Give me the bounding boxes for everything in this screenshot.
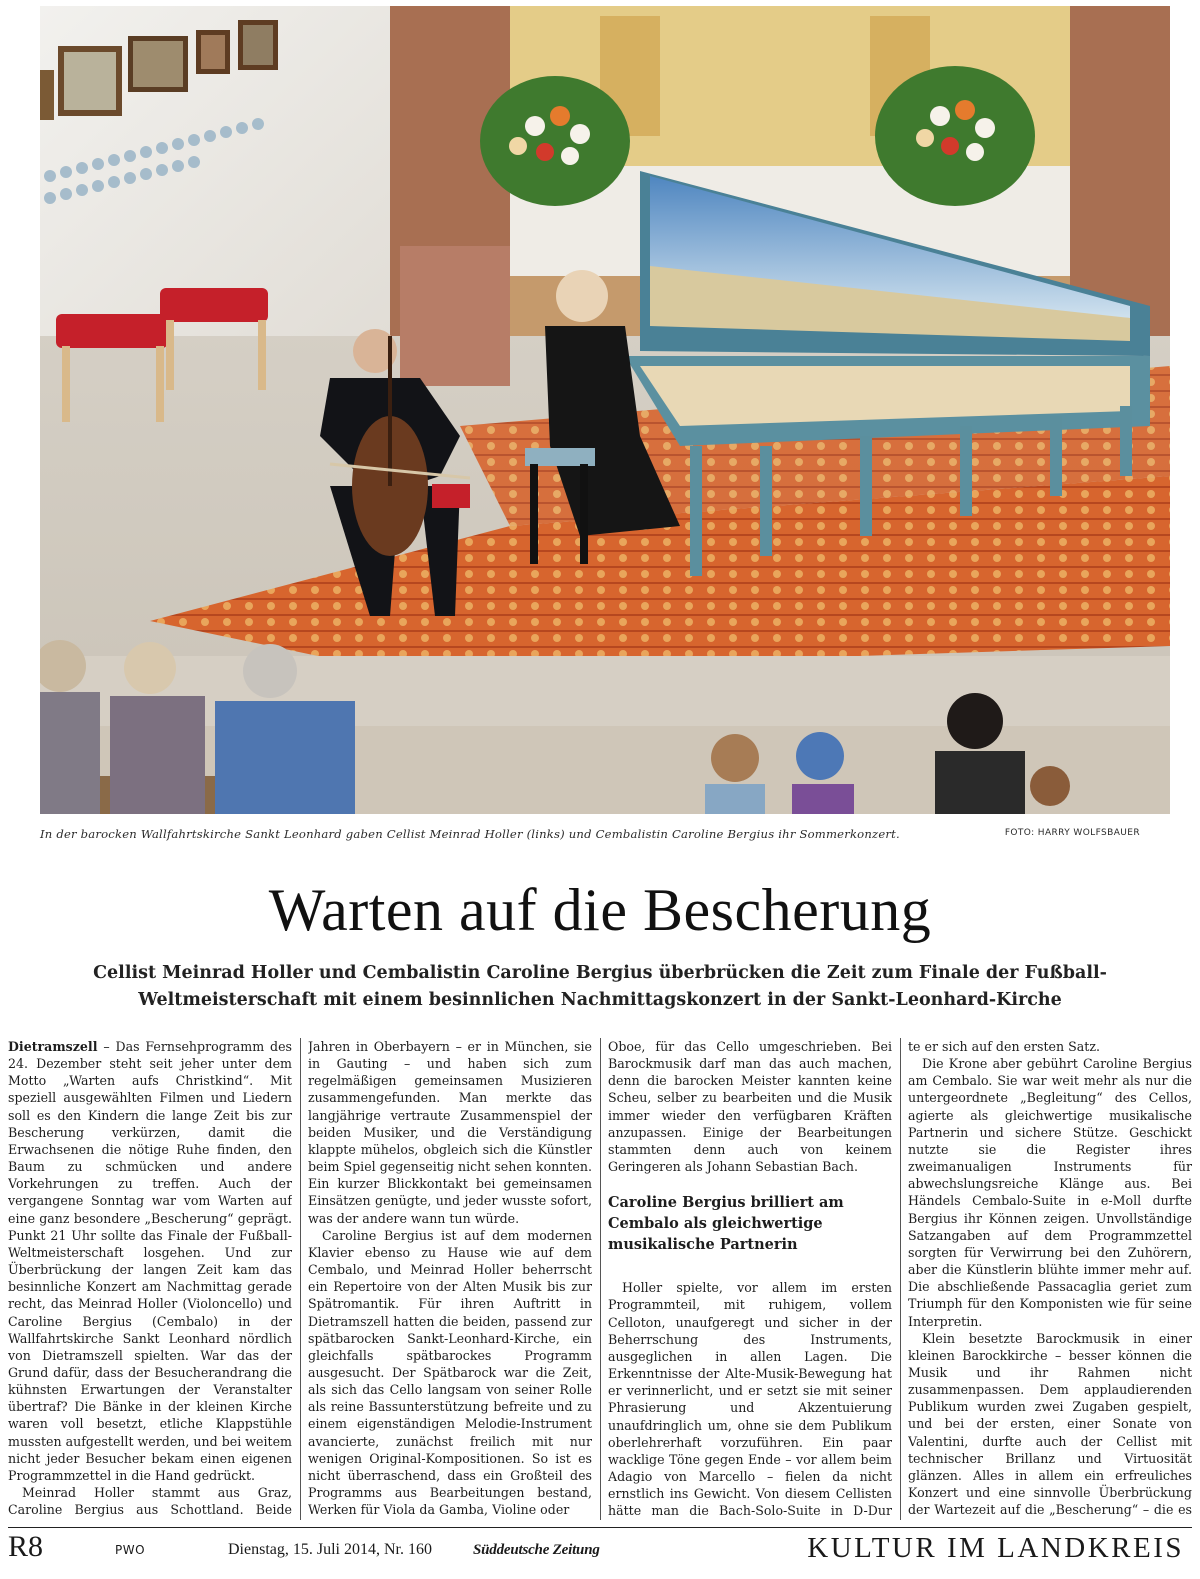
- edition-code: PWO: [115, 1543, 146, 1557]
- issue-date: Dienstag, 15. Juli 2014, Nr. 160: [228, 1541, 432, 1558]
- paragraph: Holler spielte, vor allem im ersten Programmteil, mit ruhigem, vollem Celloton, unaufgeregt und sicher in der Beherrschung des Instruments, ausgeglichen in allen Lagen. Die Erkenntnisse der Alte-Musik-Bewegung hat er verinnerlicht, und er setzt sie mit seiner Phrasierung und Akzentuierung unaufdringlich um, ohne sie dem Publikum oberlehrerhaft vorzuführen. Ein paar wacklige Töne gegen Ende – vor allem beim Adagio von Marcello – fielen da nicht ernstlich ins Gewicht. Von diesem Cellisten hätte man die Bach-Solo-Suite in D-Dur: [608, 1280, 892, 1519]
- column-divider: [900, 1038, 901, 1520]
- paragraph: Caroline Bergius ist auf dem modernen Klavier ebenso zu Hause wie auf dem Cembalo, und Meinrad Holler beherrscht ein Repertoire von der Alten Musik bis zur Spätromantik. Für ihren Auftritt in Dietramszell hatten die beiden, passend zur spätbarocken Sankt-Leonhard-Kirche, ein gleichfalls spätbarockes Programm ausgesucht. Der Spätbarock war die Zeit, als sich das Cello langsam von seiner Rolle als reine Bassunterstützung befreite und zu einem eigenständigen Melodie-Instrument avancierte, zunächst freilich mit nur wenigen Original-Kompositionen. So ist es nicht überraschend, dass ein Großteil des Programms aus Bearbeitungen bestand, Werken für Viola da Gamba, Violine oder: [308, 1227, 592, 1518]
- newspaper-name: Süddeutsche Zeitung: [473, 1542, 600, 1558]
- paragraph: Oboe, für das Cello umgeschrieben. Bei Barockmusik darf man das auch machen, denn die barocken Meister kannten keine Scheu, selber zu bearbeiten und die Musik immer wieder den verfügbaren Kräften anzupassen. Einige der Bearbeitungen stammten denn auch von keinem Geringeren als Johann Sebastian Bach.: [608, 1039, 892, 1175]
- article-column-4: [908, 1038, 1192, 1520]
- photo-caption-row: [40, 827, 1170, 847]
- paragraph: te er sich auf den ersten Satz.: [908, 1039, 1100, 1054]
- section-title: KULTUR IM LANDKREIS: [807, 1532, 1184, 1564]
- article-headline: Warten auf die Bescherung: [268, 877, 932, 943]
- paragraph: Jahren in Oberbayern – er in München, sie in Gauting – und haben sich zum regelmäßigen gemeinsamen Musizieren zusammengefunden. Man merkte das langjährige vertraute Zusammenspiel der beiden Musiker, und die Verständigung klappte mühelos, obgleich sich die Künstler beim Spiel gegenseitig nicht sehen konnten. Ein kurzer Blickkontakt bei gemeinsamen Einsätzen genügte, und jeder wusste sofort, was der andere wann tun würde.: [308, 1039, 592, 1226]
- paragraph: Die Krone aber gebührt Caroline Bergius am Cembalo. Sie war weit mehr als nur die untergeordnete „Begleitung“ des Cellos, agierte als gleichwertige musikalische Partnerin und sichere Stütze. Geschickt nutzte sie die Register ihres zweimanualigen Instruments für abwechslungsreiche Klänge aus. Bei Händels Cembalo-Suite in e-Moll durfte Bergius ihr Können zeigen. Unvollständige Satzangaben auf dem Programmzettel sorgten für Verwirrung bei den Zuhörern, aber die Künstlerin blühte immer mehr auf. Die abschließende Passacaglia geriet zum Triumph für den Komponisten wie für seine Interpretin.: [908, 1056, 1192, 1329]
- article-subhead: Cellist Meinrad Holler und Cembalistin Caroline Bergius überbrücken die Zeit zum Finale der Fußball-Weltmeisterschaft mit einem besinnlichen Nachmittagskonzert in der Sankt-Leonhard-Kirche: [93, 963, 1107, 1010]
- column-divider: [300, 1038, 301, 1520]
- page-footer: [8, 1530, 1192, 1575]
- article-column-2: [308, 1038, 592, 1520]
- paragraph-text: – Das Fernsehprogramm des 24. Dezember steht seit jeher unter dem Motto „Warten aufs Christkind“. Mit speziell ausgewählten Filmen und Liedern soll es den Kindern die lange Zeit bis zur Bescherung verkürzen, damit die Erwachsenen die nötige Ruhe finden, den Baum zu schmücken und andere Vorkehrungen zu treffen. Auch der vergangene Sonntag war vom Warten auf eine ganz besondere „Bescherung“ geprägt. Punkt 21 Uhr sollte das Finale der Fußball-Weltmeisterschaft losgehen. Und zur Überbrückung der langen Zeit kam das besinnliche Konzert am Nachmittag gerade recht, das Meinrad Holler (Violoncello) und Caroline Bergius (Cembalo) in der Wallfahrtskirche Sankt Leonhard nördlich von Dietramszell spielten. War das der Grund dafür, dass der Besucherandrang die kühnsten Erwartungen der Veranstalter übertraf? Die Bänke in der kleinen Kirche waren voll besetzt, etliche Klappstühle mussten aufgestellt werden, und bei weitem nicht jeder Besucher bekam einen eigenen Programmzettel in die Hand gedrückt.: [8, 1039, 292, 1483]
- paragraph: [8, 1038, 292, 1484]
- interheadline: Caroline Bergius brilliert am Cembalo als gleichwertige musikalische Partnerin: [608, 1194, 844, 1254]
- photo-credit: FOTO: HARRY WOLFSBAUER: [1004, 828, 1140, 838]
- article-column-1: [8, 1038, 292, 1520]
- dateline: Dietramszell: [8, 1039, 98, 1054]
- article-body: [8, 1038, 1192, 1520]
- article-column-3: [608, 1038, 892, 1520]
- column-divider: [600, 1038, 601, 1520]
- footer-rule: [8, 1527, 1192, 1528]
- photo-caption: In der barocken Wallfahrtskirche Sankt Leonhard gaben Cellist Meinrad Holler (links) und Cembalistin Caroline Bergius ihr Sommerkonzert.: [40, 827, 900, 841]
- paragraph: Meinrad Holler stammt aus Graz, Caroline Bergius aus Schottland. Beide: [8, 1485, 292, 1518]
- page-number: R8: [8, 1530, 44, 1563]
- paragraph: Klein besetzte Barockmusik in einer kleinen Barockkirche – besser können die Musik und ihr Rahmen nicht zusammenpassen. Dem applaudierenden Publikum wurden zwei Zugaben gespielt, und bei der ersten, einer Sonate von Valentini, durfte auch der Cellist mit technischer Brillanz und Virtuosität glänzen. Alles in allem ein erfreuliches Konzert und eine sinnvolle Überbrückung der Wartezeit auf die „Bescherung“ – die es: [908, 1330, 1192, 1518]
- concert-photo: [40, 6, 1170, 814]
- concert-photo-illustration: [40, 6, 1170, 814]
